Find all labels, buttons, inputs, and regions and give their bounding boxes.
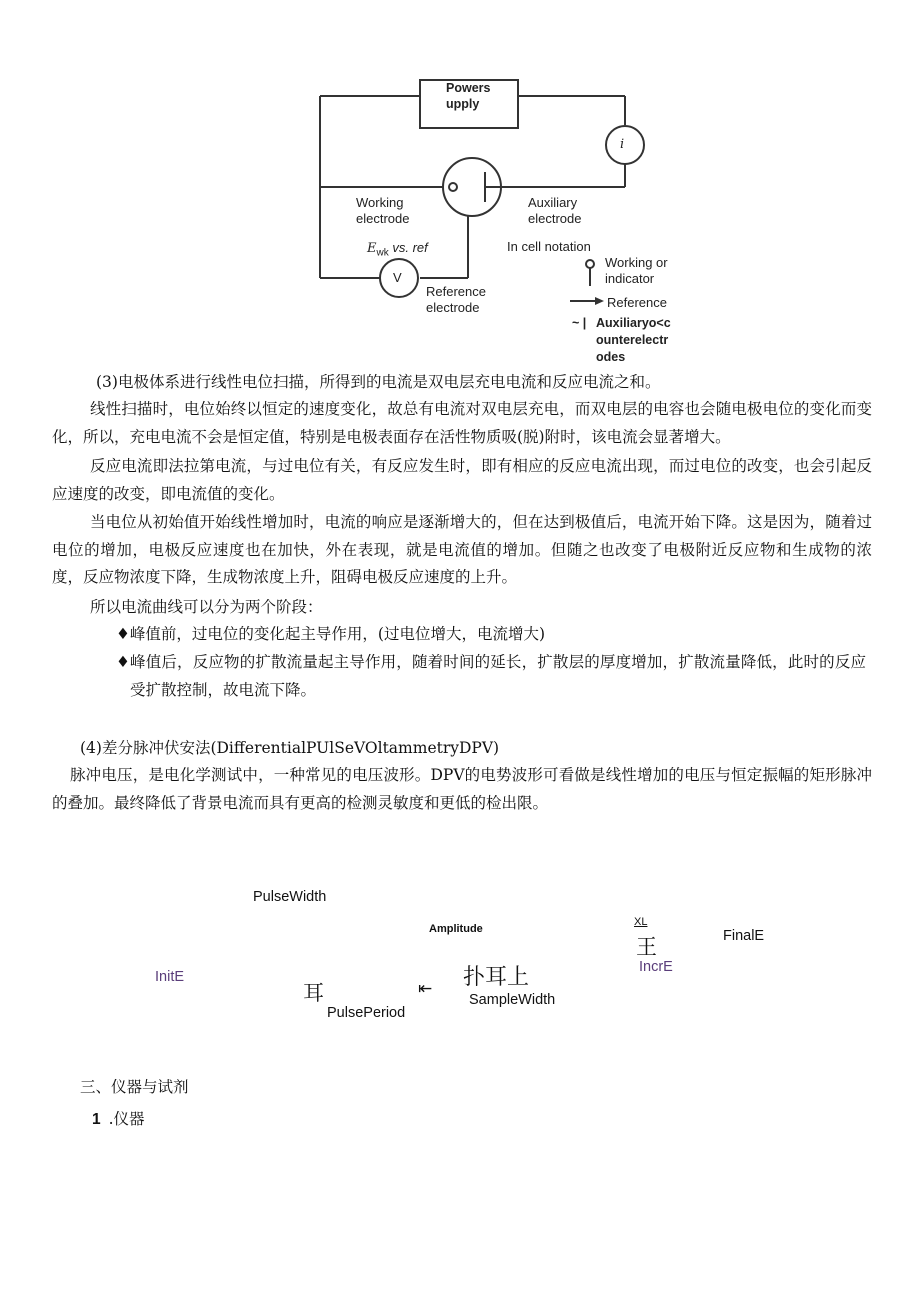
paragraph-two-stages: 所以电流曲线可以分为两个阶段： (90, 598, 323, 616)
section-4-heading: (4)差分脉冲伏安法(DifferentialPUlSeVOltammetryDPV) (80, 739, 500, 757)
legend-auxiliary-prefix: ~ | (572, 316, 587, 330)
arrow-icon: ⇤ (418, 979, 433, 998)
sample-width-label: SampleWidth (469, 992, 556, 1008)
amplitude-label: Amplitude (429, 923, 483, 935)
paragraph-reaction-current: 反应电流即法拉第电流，与过电位有关，有反应发生时，即有相应的反应电流出现，而过电位的改变，也会引起反应速度的改变，即电流值的变化。 (52, 457, 872, 503)
xl-label: XL (634, 916, 648, 928)
section-three-heading: 三、仪器与试剂 (80, 1078, 189, 1096)
er-glyph: 耳 (303, 981, 324, 1005)
pu-er-shang-glyphs: 扑耳上 (463, 965, 530, 990)
ewk-label: $E_{wk}$ vs. ref (367, 240, 428, 259)
paragraph-potential-increase: 当电位从初始值开始线性增加时，电流的响应是逐渐增大的，但在达到极值后，电流开始下降。这是因为，随着过电位的增加，电极反应速度也在加快，外在表现，就是电流值的增加。但随之也改变了电极附近反应物和生成物的浓度，反应物浓度下降，生成物浓度上升，阻碍电极反应速度的上升。 (52, 513, 872, 586)
pulse-width-label: PulseWidth (253, 889, 327, 905)
ammeter-icon (606, 126, 644, 164)
section-3-heading: (3)电极体系进行线性电位扫描，所得到的电流是双电层充电电流和反应电流之和。 (96, 373, 661, 391)
power-supply-label: Powers upply (446, 81, 491, 111)
legend-reference-label: Reference (607, 295, 667, 310)
bullet-after-peak: ♦峰值后，反应物的扩散流量起主导作用，随着时间的延长，扩散层的厚度增加，扩散流量降低，此时的反应受扩散控制，故电流下降。 (116, 653, 866, 699)
working-electrode-label: Working electrode (356, 195, 410, 226)
cell-notation-label: In cell notation (507, 239, 591, 254)
reference-electrode-label: Reference electrode (426, 284, 486, 315)
auxiliary-electrode-label: Auxiliary electrode (528, 195, 582, 226)
paragraph-dpv: 脉冲电压，是电化学测试中，一种常见的电压波形。DPV的电势波形可看做是线性增加的电压与恒定振幅的矩形脉冲的叠加。最终降低了背景电流而具有更高的检测灵敏度和更低的检出限。 (52, 766, 872, 812)
legend-working-label: Working or indicator (605, 255, 668, 286)
paragraph-linear-scan: 线性扫描时，电位始终以恒定的速度变化，故总有电流对双电层充电，而双电层的电容也会随电极电位的变化而变化，所以，充电电流不会是恒定值，特别是电极表面存在活性物质吸(脱)附时，该电流会显著增大。 (52, 400, 872, 446)
ammeter-label: i (620, 137, 625, 152)
incr-e-label: IncrE (639, 959, 673, 975)
wang-glyph: 王 (636, 935, 657, 959)
voltmeter-label: V (393, 270, 402, 285)
pulse-period-label: PulsePeriod (327, 1005, 406, 1021)
working-electrode-icon (449, 183, 457, 191)
bullet-before-peak: ♦峰值前，过电位的变化起主导作用，(过电位增大，电流增大) (116, 625, 545, 643)
final-e-label: FinalE (723, 928, 765, 944)
item-1: 1 .仪器 (92, 1110, 145, 1128)
init-e-label: InitE (155, 969, 185, 985)
legend-auxiliary-label: Auxiliaryo<c ounterelectr odes (596, 316, 671, 364)
